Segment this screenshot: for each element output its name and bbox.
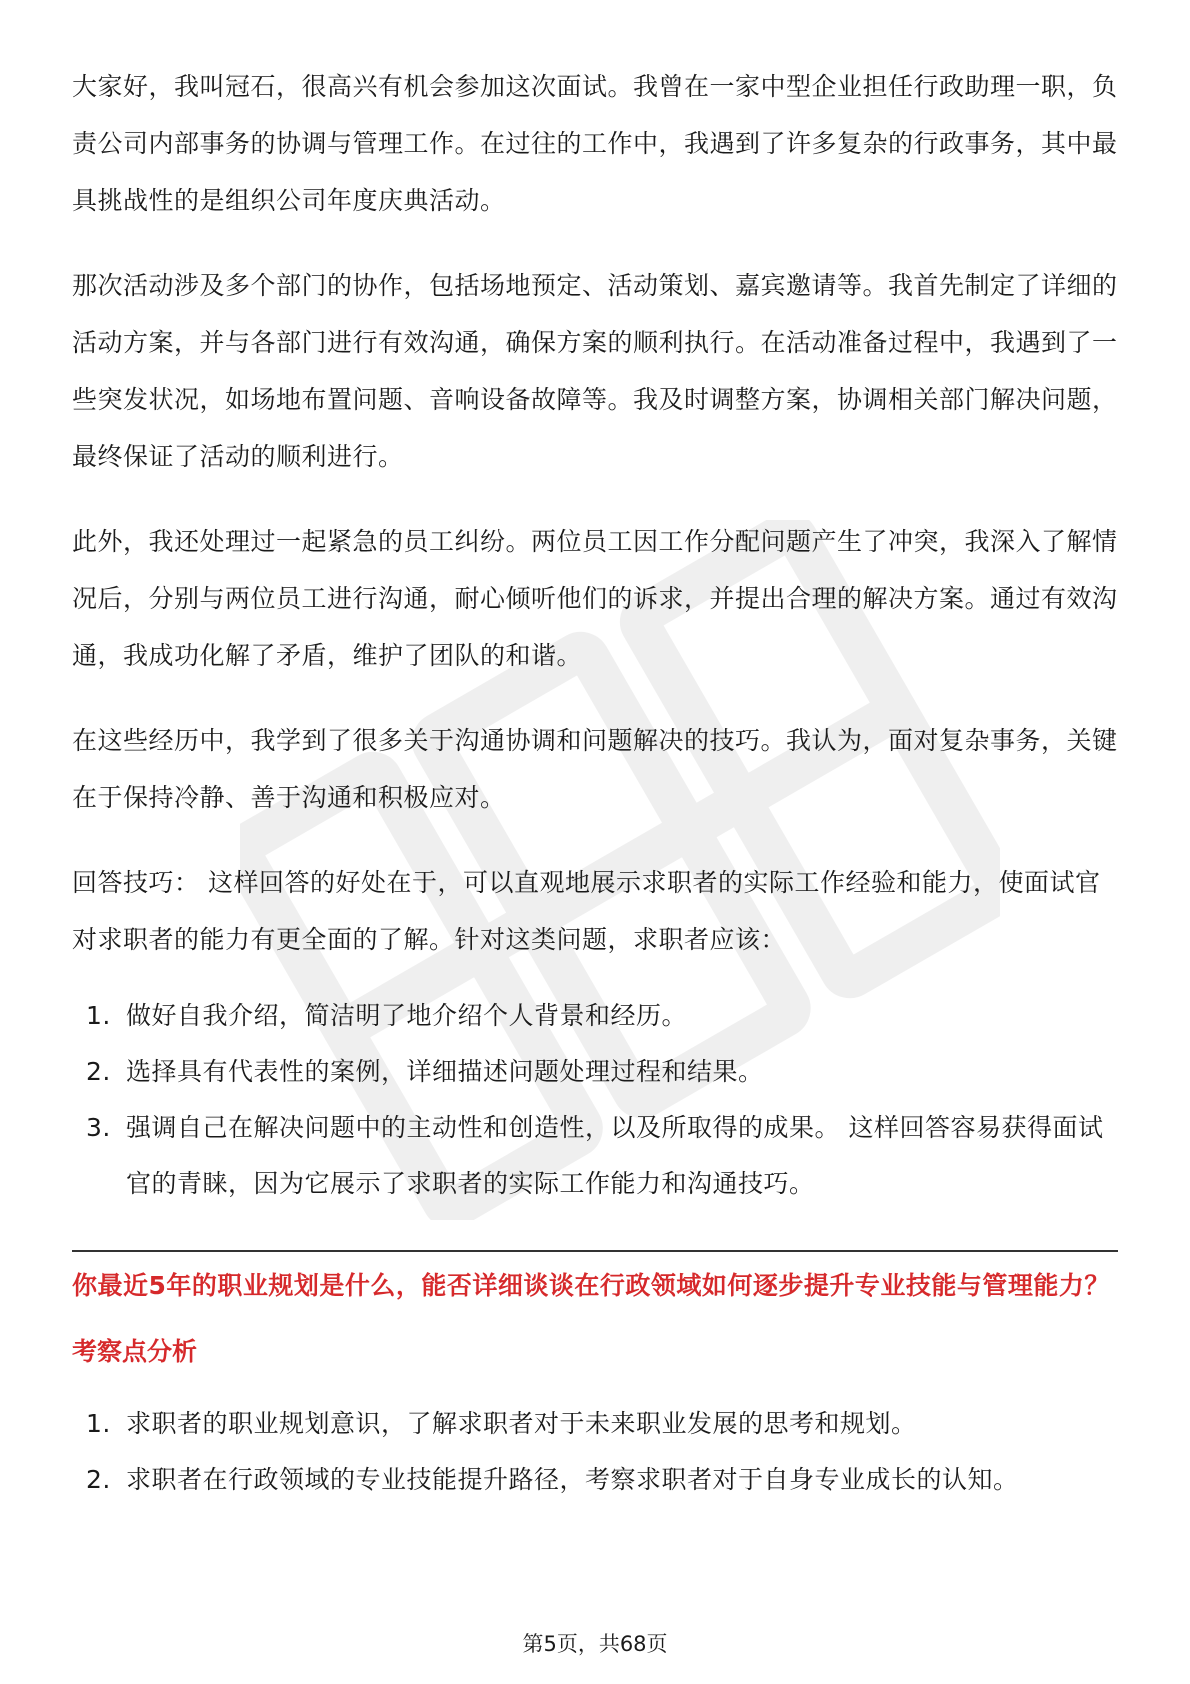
interview-question: 你最近5年的职业规划是什么，能否详细谈谈在行政领域如何逐步提升专业技能与管理能力？ [72,1271,1110,1300]
tips-list [72,988,1118,1212]
list-item: 2. 求职者在行政领域的专业技能提升路径，考察求职者对于自身专业成长的认知。 [86,1465,1019,1494]
list-item: 3. 强调自己在解决问题中的主动性和创造性，以及所取得的成果。 这样回答容易获得面试官的青睐，因为它展示了求职者的实际工作能力和沟通技巧。 [86,1113,1104,1198]
document-body [72,58,1118,1536]
analysis-title: 考察点分析 [72,1337,198,1366]
answer-tips-paragraph: 回答技巧： 这样回答的好处在于，可以直观地展示求职者的实际工作经验和能力，使面试官对求职者的能力有更全面的了解。针对这类问题，求职者应该： [72,868,1101,954]
section-divider [72,1250,1118,1252]
intro-paragraph: 大家好，我叫冠石，很高兴有机会参加这次面试。我曾在一家中型企业担任行政助理一职，负责公司内部事务的协调与管理工作。在过往的工作中，我遇到了许多复杂的行政事务，其中最具挑战性的是组织公司年度庆典活动。 [72,72,1118,215]
list-item: 1. 求职者的职业规划意识，了解求职者对于未来职业发展的思考和规划。 [86,1409,917,1438]
page-footer: 第5页，共68页 [522,1632,668,1656]
analysis-list [72,1396,1118,1508]
lesson-paragraph: 在这些经历中，我学到了很多关于沟通协调和问题解决的技巧。我认为，面对复杂事务，关键在于保持冷静、善于沟通和积极应对。 [72,726,1118,812]
list-item: 2. 选择具有代表性的案例，详细描述问题处理过程和结果。 [86,1057,764,1086]
dispute-paragraph: 此外，我还处理过一起紧急的员工纠纷。两位员工因工作分配问题产生了冲突，我深入了解情况后，分别与两位员工进行沟通，耐心倾听他们的诉求，并提出合理的解决方案。通过有效沟通，我成功化解了矛盾，维护了团队的和谐。 [72,527,1118,670]
event-paragraph: 那次活动涉及多个部门的协作，包括场地预定、活动策划、嘉宾邀请等。我首先制定了详细的活动方案，并与各部门进行有效沟通，确保方案的顺利执行。在活动准备过程中，我遇到了一些突发状况，如场地布置问题、音响设备故障等。我及时调整方案，协调相关部门解决问题，最终保证了活动的顺利进行。 [72,271,1118,471]
list-item: 1. 做好自我介绍，简洁明了地介绍个人背景和经历。 [86,1001,688,1030]
